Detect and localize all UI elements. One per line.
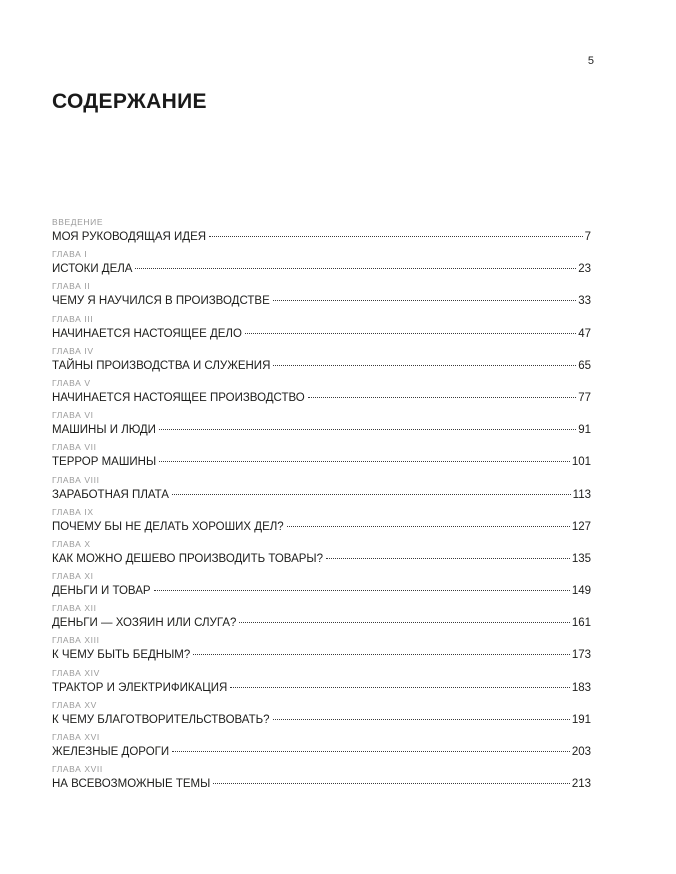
toc-page-number: 101 [571, 456, 591, 469]
toc-chapter-title: ДЕНЬГИ — ХОЗЯИН ИЛИ СЛУГА? [52, 617, 237, 630]
toc-entry[interactable] [52, 345, 591, 377]
toc-chapter-label: ГЛАВА XVII [52, 764, 103, 775]
toc-line [52, 646, 591, 665]
toc-entry[interactable] [52, 409, 591, 441]
toc-page-number: 183 [571, 681, 591, 694]
toc-page-number: 91 [578, 424, 591, 437]
toc-line [52, 518, 591, 537]
toc-line [52, 389, 591, 408]
toc-page-number: 113 [572, 488, 591, 501]
toc-page-number: 127 [571, 520, 591, 533]
toc-page-number: 173 [571, 649, 591, 662]
toc-entry[interactable] [52, 313, 591, 345]
toc-chapter-label: ГЛАВА III [52, 313, 94, 324]
toc-entry[interactable] [52, 280, 591, 312]
toc-dot-leader [159, 428, 576, 430]
toc-chapter-title: НАЧИНАЕТСЯ НАСТОЯЩЕЕ ПРОИЗВОДСТВО [52, 391, 305, 404]
toc-dot-leader [159, 460, 570, 462]
toc-line [52, 421, 591, 440]
toc-dot-leader [239, 621, 569, 623]
toc-entry[interactable] [52, 377, 591, 409]
toc-entry[interactable] [52, 570, 591, 602]
toc-page-number: 33 [578, 295, 591, 308]
toc-chapter-title: ЧЕМУ Я НАУЧИЛСЯ В ПРОИЗВОДСТВЕ [52, 295, 270, 308]
table-of-contents [52, 216, 591, 795]
toc-page-number: 47 [578, 327, 591, 340]
toc-chapter-title: ДЕНЬГИ И ТОВАР [52, 585, 151, 598]
toc-chapter-label: ГЛАВА XIV [52, 667, 100, 678]
toc-chapter-label: ГЛАВА VII [52, 442, 97, 453]
toc-dot-leader [135, 267, 576, 269]
toc-line [52, 325, 591, 344]
toc-page-number: 77 [578, 391, 591, 404]
toc-page-number: 203 [571, 746, 591, 758]
toc-dot-leader [154, 589, 570, 591]
toc-chapter-title: ТАЙНЫ ПРОИЗВОДСТВА И СЛУЖЕНИЯ [52, 359, 271, 372]
toc-entry[interactable] [52, 667, 591, 699]
page-number: 5 [587, 55, 594, 67]
toc-chapter-label: ГЛАВА XV [52, 699, 97, 710]
toc-page-number: 161 [571, 617, 591, 630]
toc-chapter-label: ГЛАВА IX [52, 506, 94, 517]
toc-chapter-title: ЖЕЛЕЗНЫЕ ДОРОГИ [52, 746, 170, 758]
toc-dot-leader [230, 686, 570, 688]
toc-chapter-label: ВВЕДЕНИЕ [52, 217, 104, 227]
toc-dot-leader [172, 750, 570, 752]
toc-entry[interactable] [52, 216, 591, 248]
toc-page-number: 149 [571, 585, 591, 598]
toc-chapter-label: ГЛАВА XI [52, 571, 94, 582]
toc-chapter-label: ГЛАВА X [52, 538, 91, 549]
toc-chapter-label: ГЛАВА II [52, 281, 91, 292]
toc-dot-leader [273, 364, 576, 366]
toc-line [52, 453, 591, 472]
toc-entry[interactable] [52, 474, 591, 506]
toc-chapter-title: ТЕРРОР МАШИНЫ [52, 456, 157, 469]
toc-dot-leader [273, 718, 570, 720]
toc-dot-leader [273, 299, 576, 301]
toc-line [52, 357, 591, 376]
toc-line [52, 292, 591, 311]
toc-page-number: 135 [571, 552, 591, 565]
toc-line [52, 486, 591, 505]
toc-entry[interactable] [52, 699, 591, 731]
toc-entry[interactable] [52, 248, 591, 280]
page-title: СОДЕРЖАНИЕ [52, 90, 207, 113]
toc-dot-leader [308, 396, 576, 398]
toc-chapter-title: МОЯ РУКОВОДЯЩАЯ ИДЕЯ [52, 231, 207, 243]
toc-line [52, 775, 591, 794]
toc-dot-leader [193, 653, 570, 655]
toc-chapter-label: ГЛАВА V [52, 377, 91, 388]
toc-chapter-label: ГЛАВА VIII [52, 474, 100, 485]
toc-line [52, 614, 591, 633]
toc-page-number: 65 [578, 359, 591, 372]
toc-chapter-title: НА ВСЕВОЗМОЖНЫЕ ТЕМЫ [52, 778, 211, 791]
toc-chapter-label: ГЛАВА IV [52, 345, 94, 356]
toc-entry[interactable] [52, 441, 591, 473]
toc-dot-leader [172, 493, 571, 495]
toc-chapter-title: ТРАКТОР И ЭЛЕКТРИФИКАЦИЯ [52, 681, 228, 694]
toc-chapter-title: ИСТОКИ ДЕЛА [52, 263, 133, 276]
toc-entry[interactable] [52, 538, 591, 570]
toc-entry[interactable] [52, 763, 591, 795]
toc-line [52, 260, 591, 279]
toc-page-number: 191 [571, 713, 591, 726]
toc-dot-leader [209, 235, 583, 237]
toc-chapter-title: К ЧЕМУ БЛАГОТВОРИТЕЛЬСТВОВАТЬ? [52, 713, 270, 726]
toc-line [52, 228, 591, 247]
toc-dot-leader [245, 332, 576, 334]
toc-chapter-label: ГЛАВА I [52, 249, 88, 260]
toc-entry[interactable] [52, 634, 591, 666]
toc-chapter-label: ГЛАВА XVI [52, 732, 100, 742]
toc-line [52, 679, 591, 698]
toc-chapter-label: ГЛАВА VI [52, 410, 94, 421]
toc-line [52, 582, 591, 601]
toc-chapter-label: ГЛАВА XII [52, 603, 97, 614]
toc-dot-leader [287, 525, 570, 527]
toc-chapter-title: ЗАРАБОТНАЯ ПЛАТА [52, 488, 169, 501]
toc-chapter-title: ПОЧЕМУ БЫ НЕ ДЕЛАТЬ ХОРОШИХ ДЕЛ? [52, 520, 284, 533]
toc-dot-leader [213, 782, 570, 784]
toc-line [52, 711, 591, 730]
toc-dot-leader [326, 557, 570, 559]
toc-line [52, 743, 591, 762]
toc-page-number: 23 [578, 263, 591, 276]
toc-chapter-title: НАЧИНАЕТСЯ НАСТОЯЩЕЕ ДЕЛО [52, 327, 242, 340]
toc-page-number: 213 [571, 778, 591, 791]
toc-chapter-label: ГЛАВА XIII [52, 635, 100, 646]
toc-entry[interactable] [52, 731, 591, 763]
toc-line [52, 550, 591, 569]
toc-chapter-title: МАШИНЫ И ЛЮДИ [52, 424, 156, 437]
toc-entry[interactable] [52, 506, 591, 538]
toc-page-number: 7 [584, 231, 591, 243]
toc-entry[interactable] [52, 602, 591, 634]
toc-chapter-title: К ЧЕМУ БЫТЬ БЕДНЫМ? [52, 649, 191, 662]
toc-chapter-title: КАК МОЖНО ДЕШЕВО ПРОИЗВОДИТЬ ТОВАРЫ? [52, 552, 323, 565]
